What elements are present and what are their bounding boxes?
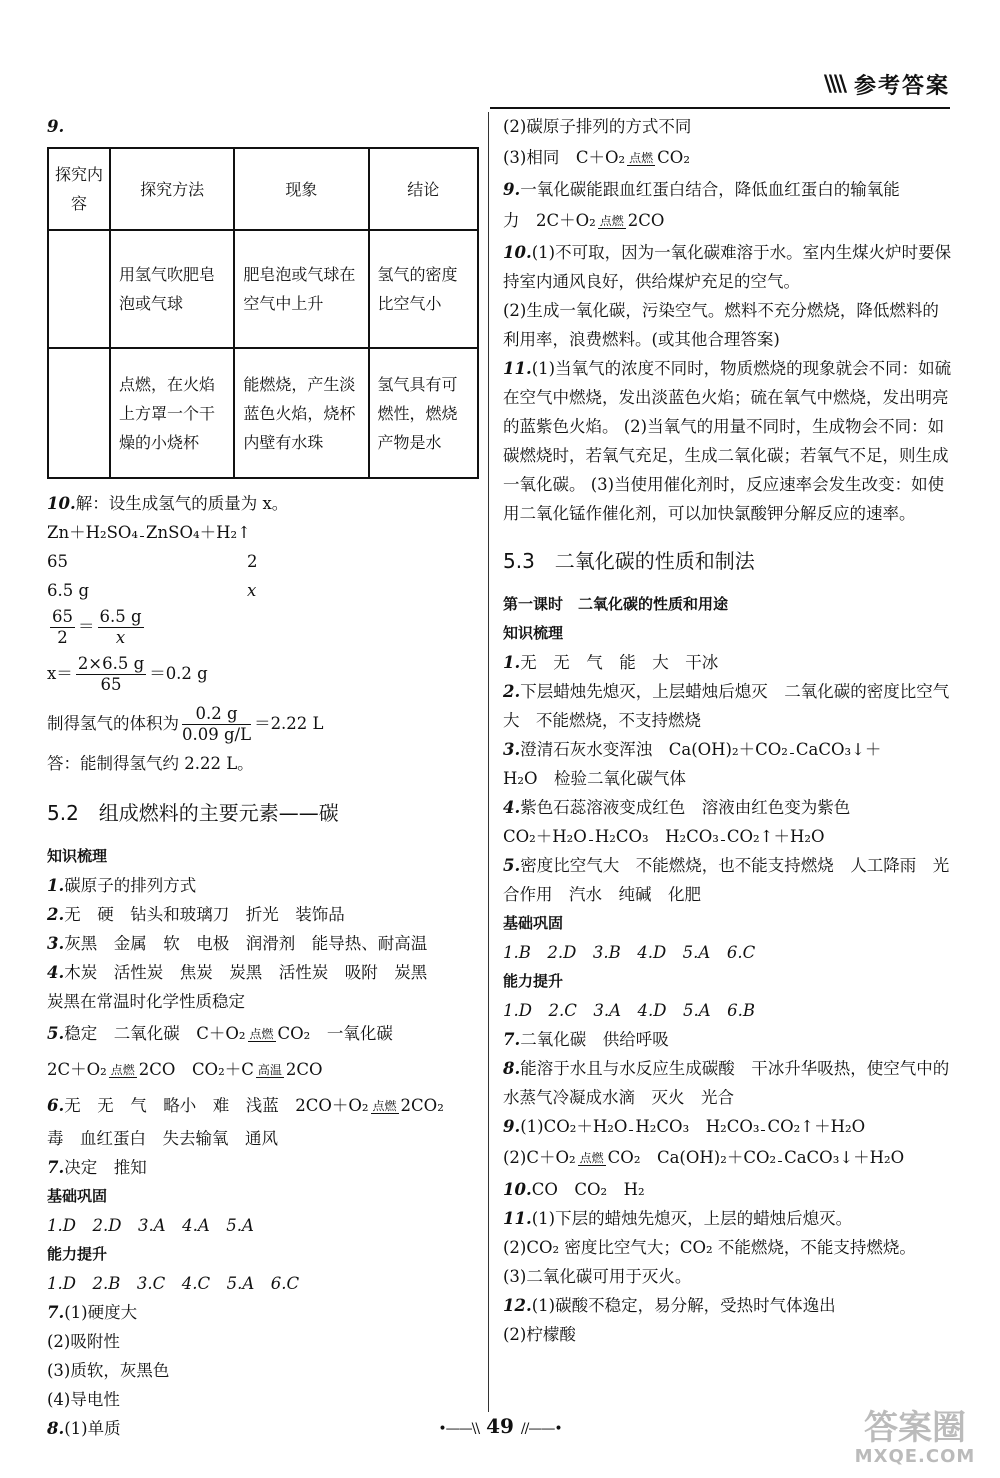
item-number: 12. bbox=[503, 1296, 532, 1315]
answer-list: 1.D 2.B 3.C 4.C 5.A 6.C bbox=[47, 1274, 300, 1293]
list-item-continued: H₂O 检验二氧化碳气体 bbox=[503, 769, 687, 788]
item-text: (2) bbox=[503, 1148, 527, 1167]
item-number: 8. bbox=[47, 1419, 65, 1438]
eq-arrow bbox=[761, 1124, 765, 1131]
volume-top: 0.2 g bbox=[182, 704, 251, 725]
eq-condition: 点燃 bbox=[579, 1151, 604, 1165]
list-item: (1)碳酸不稳定，易分解，受热时气体逸出 bbox=[531, 1296, 836, 1315]
eq-arrow bbox=[721, 834, 725, 841]
eq-reactants: 2CO＋O₂ bbox=[295, 1096, 369, 1115]
eq-arrow bbox=[589, 834, 593, 841]
eq-reactants: C＋O₂ bbox=[196, 1024, 246, 1043]
item-number: 9. bbox=[503, 1117, 521, 1136]
list-item: (2)碳原子排列的方式不同 bbox=[503, 117, 692, 136]
sub-heading: 能力提升 bbox=[47, 1245, 108, 1263]
item-number: 11. bbox=[503, 359, 532, 378]
given-mass: 6.5 g bbox=[47, 581, 90, 600]
item-number: 5. bbox=[47, 1024, 65, 1043]
eq-products: CaCO₃↓＋H₂O bbox=[784, 1148, 905, 1167]
list-item-continued bbox=[503, 204, 953, 238]
table-cell: 用氢气吹肥皂泡或气球 bbox=[110, 230, 234, 348]
list-item: 灰黑 金属 软 电极 润滑剂 能导热、耐高温 bbox=[64, 934, 428, 953]
eq-arrow bbox=[248, 1027, 276, 1042]
eq-arrow bbox=[256, 1063, 284, 1078]
eq-arrow bbox=[778, 1155, 782, 1162]
item-text: 无 无 气 略小 难 浅蓝 bbox=[64, 1096, 296, 1115]
eq-arrow bbox=[629, 1124, 633, 1131]
list-item-continued bbox=[503, 822, 953, 851]
section-heading-5-2: 5.2 组成燃料的主要元素——碳 bbox=[47, 801, 339, 825]
list-item: (3)质软，灰黑色 bbox=[47, 1361, 170, 1380]
list-item bbox=[47, 1016, 477, 1052]
item-number: 7. bbox=[503, 1030, 521, 1049]
ratio-left-bottom: 2 bbox=[57, 628, 68, 647]
eq-condition: 点燃 bbox=[249, 1027, 274, 1041]
eq-arrow bbox=[578, 1151, 606, 1166]
list-item: (2)柠檬酸 bbox=[503, 1325, 576, 1344]
eq-condition: 点燃 bbox=[372, 1099, 397, 1113]
column-divider bbox=[488, 112, 489, 1412]
lesson-heading: 第一课时 二氧化碳的性质和用途 bbox=[503, 595, 729, 613]
calc-prefix: x＝ bbox=[47, 664, 73, 683]
list-item bbox=[47, 1088, 477, 1124]
list-item: (2)生成一氧化碳，污染空气。燃料不充分燃烧，降低燃料的利用率，浪费燃料。(或其他合理答案) bbox=[503, 301, 939, 349]
watermark-url: MXQE.COM bbox=[854, 1446, 976, 1467]
eq-reactants: CO₂＋H₂O bbox=[543, 1117, 628, 1136]
item-text: 力 bbox=[503, 211, 536, 230]
header-rule bbox=[490, 107, 950, 109]
eq-reactants: Ca(OH)₂＋CO₂ bbox=[668, 740, 788, 759]
item-number: 11. bbox=[503, 1209, 532, 1228]
eq-reactants: Ca(OH)₂＋CO₂ bbox=[640, 1148, 777, 1167]
item-text: 稳定 二氧化碳 bbox=[64, 1024, 197, 1043]
calc-bottom: 65 bbox=[100, 675, 122, 694]
eq-reactants: 2C＋O₂ bbox=[47, 1060, 107, 1079]
list-item: (1)当氧气的浓度不同时，物质燃烧的现象就会不同：如硫在空气中燃烧，发出淡蓝色火焰；硫在氧气中燃烧，发出明亮的蓝紫色火焰。 (2)当氧气的用量不同时，生成物会不同：如碳燃烧时，若氧气充足，生成二氧化碳；若氧气不足，则生成一氧化碳。 (3)当使用催化剂时，反应速率会发生改变：如使用二氧化锰作催化剂，可以加快氯酸钾分解反应的速率。 bbox=[503, 359, 952, 523]
item-number: 7. bbox=[47, 1303, 65, 1322]
calc-top: 2×6.5 g bbox=[77, 654, 145, 673]
answer-list: 1.D 2.C 3.A 4.D 5.A 6.B bbox=[503, 1001, 755, 1020]
calc-line bbox=[47, 649, 477, 699]
sub-heading: 基础巩固 bbox=[503, 914, 564, 932]
reaction-equation bbox=[47, 518, 477, 547]
list-item: 一氧化碳能跟血红蛋白结合，降低血红蛋白的输氧能 bbox=[520, 180, 900, 199]
item-number: 4. bbox=[503, 798, 521, 817]
eq-condition: 点燃 bbox=[110, 1063, 135, 1077]
eq-arrow bbox=[109, 1063, 137, 1078]
eq-condition: 点燃 bbox=[629, 151, 654, 165]
table-header-cell: 结论 bbox=[369, 148, 478, 230]
volume-bottom: 0.09 g/L bbox=[182, 725, 252, 744]
eq-products: CO₂↑＋H₂O bbox=[767, 1117, 866, 1136]
list-item: 能溶于水且与水反应生成碳酸 干冰升华吸热，使空气中的水蒸气冷凝成水滴 灭火 光合 bbox=[503, 1059, 950, 1107]
table-cell: 点燃，在火焰上方罩一个干燥的小烧杯 bbox=[110, 348, 234, 478]
eq-arrow bbox=[627, 151, 655, 166]
list-item: (2)吸附性 bbox=[47, 1332, 120, 1351]
item-number: 2. bbox=[47, 905, 65, 924]
header-title: 参考答案 bbox=[853, 73, 950, 99]
list-item: 紫色石蕊溶液变成红色 溶液由红色变为紫色 bbox=[520, 798, 851, 817]
ratio-line: $\frac{65}{2}$ ＝ $\frac{6.5 g}{x}$ bbox=[52, 607, 142, 647]
experiment-table bbox=[47, 147, 479, 479]
sub-heading: 基础巩固 bbox=[47, 1187, 108, 1205]
right-column bbox=[503, 112, 953, 1349]
list-item: 密度比空气大 不能燃烧，也不能支持燃烧 人工降雨 光合作用 汽水 纯碱 化肥 bbox=[503, 856, 950, 904]
eq-condition: 高温 bbox=[257, 1063, 282, 1077]
list-item: (1)硬度大 bbox=[64, 1303, 138, 1322]
item-number: 5. bbox=[503, 856, 521, 875]
item-number: 10. bbox=[503, 243, 532, 262]
eq-arrow bbox=[140, 530, 144, 537]
q9-number: 9. bbox=[47, 117, 65, 136]
ratio-right-bottom: x bbox=[115, 628, 126, 647]
footer-ornament-right: //——• bbox=[520, 1421, 562, 1437]
molar-mass-zn: 65 bbox=[47, 552, 68, 571]
molar-mass-h2: 2 bbox=[247, 552, 258, 571]
list-item bbox=[503, 141, 953, 175]
item-number: 7. bbox=[47, 1158, 65, 1177]
q10-answer: 答：能制得氢气约 2.22 L。 bbox=[47, 754, 254, 773]
eq-products: CO₂ bbox=[277, 1024, 311, 1043]
ratio-left-top: 65 bbox=[52, 607, 73, 626]
table-row bbox=[48, 348, 478, 478]
item-text: 澄清石灰水变浑浊 bbox=[520, 740, 669, 759]
table-header-row bbox=[48, 148, 478, 230]
list-item-continued: 炭黑在常温时化学性质稳定 bbox=[47, 992, 245, 1011]
calc-result: ＝0.2 g bbox=[149, 664, 208, 683]
page-number: 49 bbox=[486, 1414, 514, 1438]
table-row bbox=[48, 230, 478, 348]
left-column bbox=[47, 112, 480, 1443]
item-text: 一氧化碳 bbox=[310, 1024, 393, 1043]
section-heading-5-3: 5.3 二氧化碳的性质和制法 bbox=[503, 549, 755, 573]
volume-prefix: 制得氢气的体积为 bbox=[47, 714, 179, 733]
item-number: 3. bbox=[47, 934, 65, 953]
volume-result: ＝2.22 L bbox=[254, 714, 324, 733]
ratio-right-top: 6.5 g bbox=[99, 607, 142, 626]
sub-heading: 知识梳理 bbox=[503, 624, 564, 642]
item-number: 4. bbox=[47, 963, 65, 982]
item-number: 1. bbox=[503, 653, 521, 672]
eq-products: 2CO bbox=[285, 1060, 323, 1079]
eq-arrow bbox=[598, 214, 626, 229]
table-cell: 能燃烧，产生淡蓝色火焰，烧杯内壁有水珠 bbox=[234, 348, 368, 478]
list-item: CO CO₂ H₂ bbox=[531, 1180, 645, 1199]
eq-reactants: CO₂＋C bbox=[175, 1060, 254, 1079]
eq-products: H₂CO₃ bbox=[594, 827, 649, 846]
list-item: (1)下层的蜡烛先熄灭，上层的蜡烛后熄灭。 bbox=[531, 1209, 853, 1228]
eq-reactants: C＋O₂ bbox=[575, 148, 626, 167]
list-item: (2)CO₂ 密度比空气大；CO₂ 不能燃烧，不能支持燃烧。 bbox=[503, 1238, 916, 1257]
eq-products: CO₂ bbox=[607, 1148, 641, 1167]
answer-list: 1.B 2.D 3.B 4.D 5.A 6.C bbox=[503, 943, 756, 962]
header-slashes: \\\\ bbox=[823, 71, 844, 97]
item-number: 8. bbox=[503, 1059, 521, 1078]
answer-list: 1.D 2.D 3.A 4.A 5.A bbox=[47, 1216, 254, 1235]
footer-ornament-left: •——\\ bbox=[438, 1421, 480, 1437]
table-header-cell: 探究内容 bbox=[48, 148, 110, 230]
item-text: (3)相同 bbox=[503, 148, 576, 167]
list-item: (1)不可取，因为一氧化碳难溶于水。室内生煤火炉时要保持室内通风良好，供给煤炉充足的空气。 bbox=[503, 243, 952, 291]
table-cell bbox=[48, 348, 110, 478]
list-item: 无 无 气 能 大 干冰 bbox=[520, 653, 719, 672]
eq-products: 2CO₂ bbox=[400, 1096, 444, 1115]
item-number: 10. bbox=[503, 1180, 532, 1199]
eq-products: 2CO bbox=[627, 211, 665, 230]
item-number: 6. bbox=[47, 1096, 65, 1115]
eq-reactants: H₂CO₃ bbox=[648, 827, 719, 846]
unknown-x: x bbox=[247, 581, 257, 600]
volume-line bbox=[47, 699, 477, 749]
item-number: 1. bbox=[47, 876, 65, 895]
item-number: 3. bbox=[503, 740, 521, 759]
q10-number: 10. bbox=[47, 494, 76, 513]
sub-heading: 能力提升 bbox=[503, 972, 564, 990]
eq-reactants: 2C＋O₂ bbox=[536, 211, 596, 230]
list-item: (4)导电性 bbox=[47, 1390, 120, 1409]
list-item-continued bbox=[503, 1141, 953, 1175]
list-item: 无 硬 钻头和玻璃刀 折光 装饰品 bbox=[64, 905, 345, 924]
eq-products: 2CO bbox=[138, 1060, 176, 1079]
eq-reactants: C＋O₂ bbox=[526, 1148, 576, 1167]
list-item: 决定 推知 bbox=[64, 1158, 147, 1177]
table-cell: 肥皂泡或气球在空气中上升 bbox=[234, 230, 368, 348]
eq-products: CO₂ bbox=[657, 148, 690, 167]
q10-intro: 解：设生成氢气的质量为 x。 bbox=[75, 494, 289, 513]
list-item: (3)二氧化碳可用于灭火。 bbox=[503, 1267, 692, 1286]
eq-condition: 点燃 bbox=[599, 214, 624, 228]
table-cell bbox=[48, 230, 110, 348]
eq-products: CO₂↑＋H₂O bbox=[726, 827, 825, 846]
eq-reactants: CO₂＋H₂O bbox=[503, 827, 587, 846]
eq-products: CaCO₃↓＋ bbox=[795, 740, 882, 759]
watermark-text: 答案圈 bbox=[864, 1408, 966, 1448]
item-text: (1) bbox=[520, 1117, 544, 1136]
list-item: 二氧化碳 供给呼吸 bbox=[520, 1030, 669, 1049]
eq-arrow bbox=[790, 747, 794, 754]
page-header bbox=[824, 64, 950, 104]
list-item-continued: 毒 血红蛋白 失去输氧 通风 bbox=[47, 1129, 278, 1148]
eq-reactants: H₂CO₃ bbox=[689, 1117, 760, 1136]
list-item: 木炭 活性炭 焦炭 炭黑 活性炭 吸附 炭黑 bbox=[64, 963, 428, 982]
item-number: 2. bbox=[503, 682, 521, 701]
list-item bbox=[503, 1112, 953, 1141]
item-number: 9. bbox=[503, 180, 521, 199]
table-header-cell: 探究方法 bbox=[110, 148, 234, 230]
list-item: 碳原子的排列方式 bbox=[64, 876, 197, 895]
table-cell: 氢气具有可燃性，燃烧产物是水 bbox=[369, 348, 478, 478]
sub-heading: 知识梳理 bbox=[47, 847, 108, 865]
table-header-cell: 现象 bbox=[234, 148, 368, 230]
list-item bbox=[503, 735, 953, 764]
eq-products: ZnSO₄＋H₂↑ bbox=[146, 523, 251, 542]
table-cell: 氢气的密度比空气小 bbox=[369, 230, 478, 348]
watermark-logo bbox=[840, 1410, 990, 1474]
list-item: 下层蜡烛先熄灭，上层蜡烛后熄灭 二氧化碳的密度比空气大 不能燃烧，不支持燃烧 bbox=[503, 682, 950, 730]
list-item: (1)单质 bbox=[64, 1419, 121, 1438]
list-item-continued bbox=[47, 1052, 477, 1088]
eq-arrow bbox=[371, 1099, 399, 1114]
eq-reactants: Zn＋H₂SO₄ bbox=[47, 523, 139, 542]
eq-products: H₂CO₃ bbox=[635, 1117, 690, 1136]
